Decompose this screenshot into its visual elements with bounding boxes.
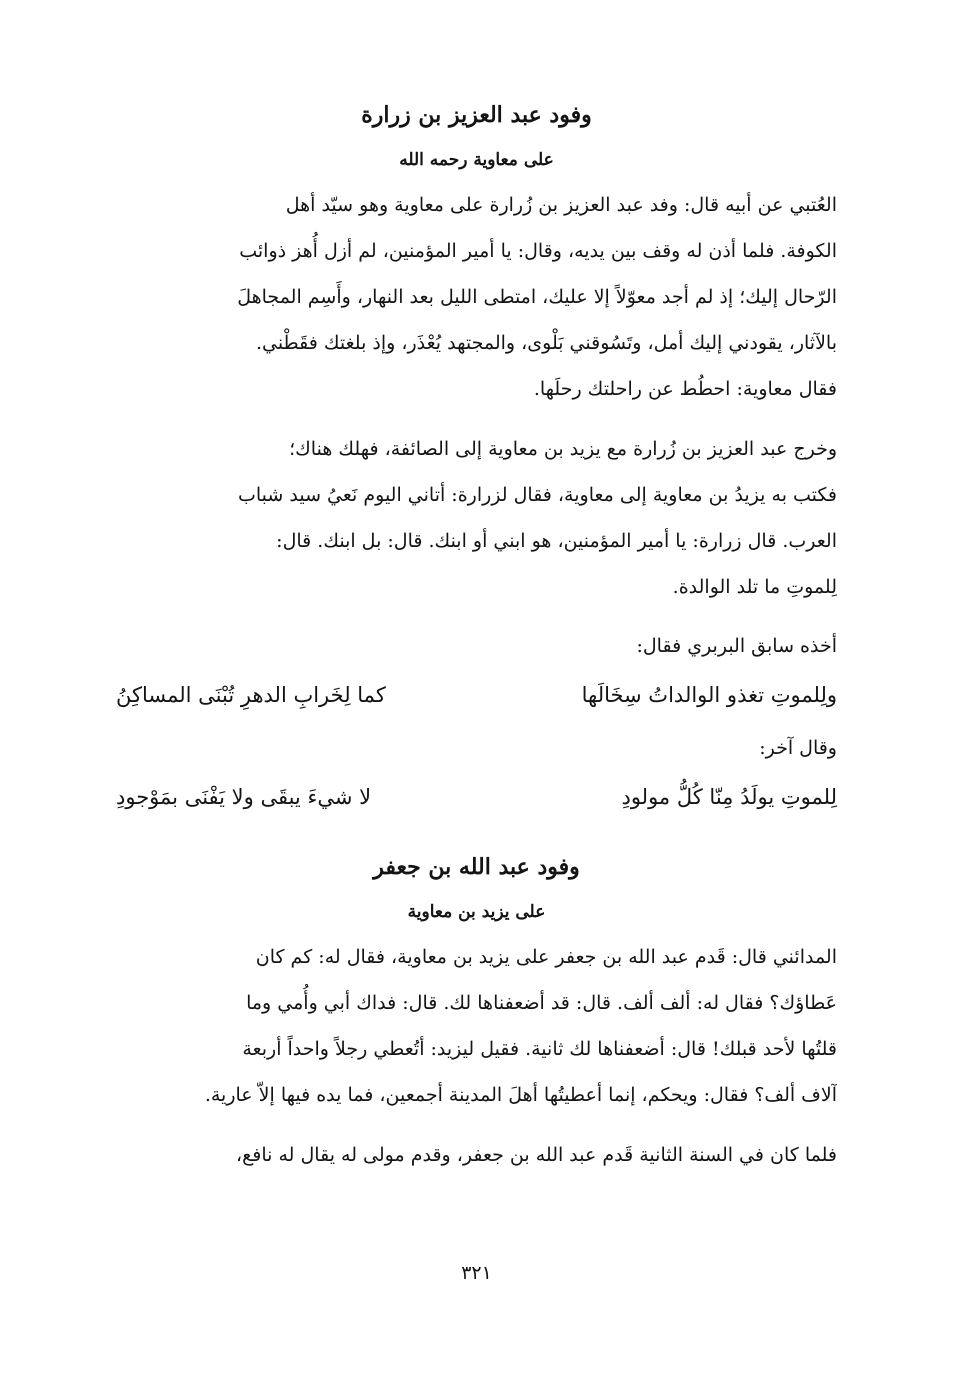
text-line: العُتبي عن أبيه قال: وفد عبد العزيز بن زُرارة على معاوية وهو سيّد أهل: [285, 194, 837, 216]
section-subtitle: على يزيد بن معاوية: [407, 902, 546, 922]
text-line: فلما كان في السنة الثانية قَدم عبد الله بن جعفر، وقدم مولى له يقال له نافع،: [236, 1144, 837, 1166]
poem-verse: [116, 770, 837, 824]
paragraph: [116, 934, 837, 1118]
verse-second-hemistich: كما لِخَرابِ الدهرِ تُبْنَى المساكِنُ: [116, 683, 386, 707]
section-title: وفود عبد الله بن جعفر: [373, 854, 580, 880]
section-subtitle: على معاوية رحمه الله: [399, 150, 554, 170]
paragraph: [116, 1132, 837, 1178]
text-line: وخرج عبد العزيز بن زُرارة مع يزيد بن معاوية إلى الصائفة، فهلك هناك؛: [289, 438, 837, 460]
page-number: ٣٢١: [461, 1262, 492, 1284]
text-line: آلاف ألف؟ فقال: ويحكم، إنما أعطيتُها أهلَ المدينة أجمعين، فما يده فيها إلاّ عارية.: [204, 1084, 837, 1106]
text-line: قلتُها لأحد قبلك! قال: أضعفناها لك ثانية. فقيل ليزيد: أتُعطي رجلاً واحداً أربعة: [242, 1038, 837, 1060]
text-line: المدائني قال: قَدم عبد الله بن جعفر على يزيد بن معاوية، فقال له: كم كان: [255, 946, 837, 968]
verse-intro: وقال آخر:: [759, 737, 837, 759]
poem-verse: [116, 668, 837, 722]
text-line: بالآثار، يقودني إليك أمل، وتَسُوقني بَلْوى، والمجتهد يُعْذَر، وإذ بلغتك فقَطْني.: [255, 332, 837, 354]
text-line: عَطاؤك؟ فقال له: ألف ألف. قال: قد أضعفناها لك. قال: فداك أبي وأُمي وما: [246, 992, 837, 1014]
text-line: فكتب به يزيدُ بن معاوية إلى معاوية، فقال لزرارة: أتاني اليوم نَعيُ سيد شباب: [238, 484, 837, 506]
verse-intro: أخذه سابق البربري فقال:: [636, 635, 837, 657]
verse-first-hemistich: ولِلموتِ تغذو الوالداتُ سِخَالَها: [581, 683, 837, 707]
paragraph: [116, 426, 837, 610]
text-line: الرّحال إليك؛ إذ لم أجد معوّلاً إلا عليك، امتطى الليل بعد النهار، وأَسِم المجاهلَ: [237, 286, 837, 308]
section-title: وفود عبد العزيز بن زرارة: [361, 102, 592, 128]
verse-second-hemistich: لا شيءَ يبقَى ولا يَفْنَى بمَوْجودِ: [116, 785, 372, 809]
text-line: العرب. قال زرارة: يا أمير المؤمنين، هو ابني أو ابنك. قال: بل ابنك. قال:: [276, 530, 837, 552]
text-line: الكوفة. فلما أذن له وقف بين يديه، وقال: يا أمير المؤمنين، لم أزل أُهز ذوائب: [239, 240, 837, 262]
verse-first-hemistich: لِلموتِ يولَدُ مِنّا كُلُّ مولودِ: [621, 785, 837, 809]
text-line: لِلموتِ ما تلد الوالدة.: [672, 576, 837, 598]
text-line: فقال معاوية: احطُط عن راحلتك رحلَها.: [533, 378, 837, 400]
paragraph: [116, 182, 837, 412]
